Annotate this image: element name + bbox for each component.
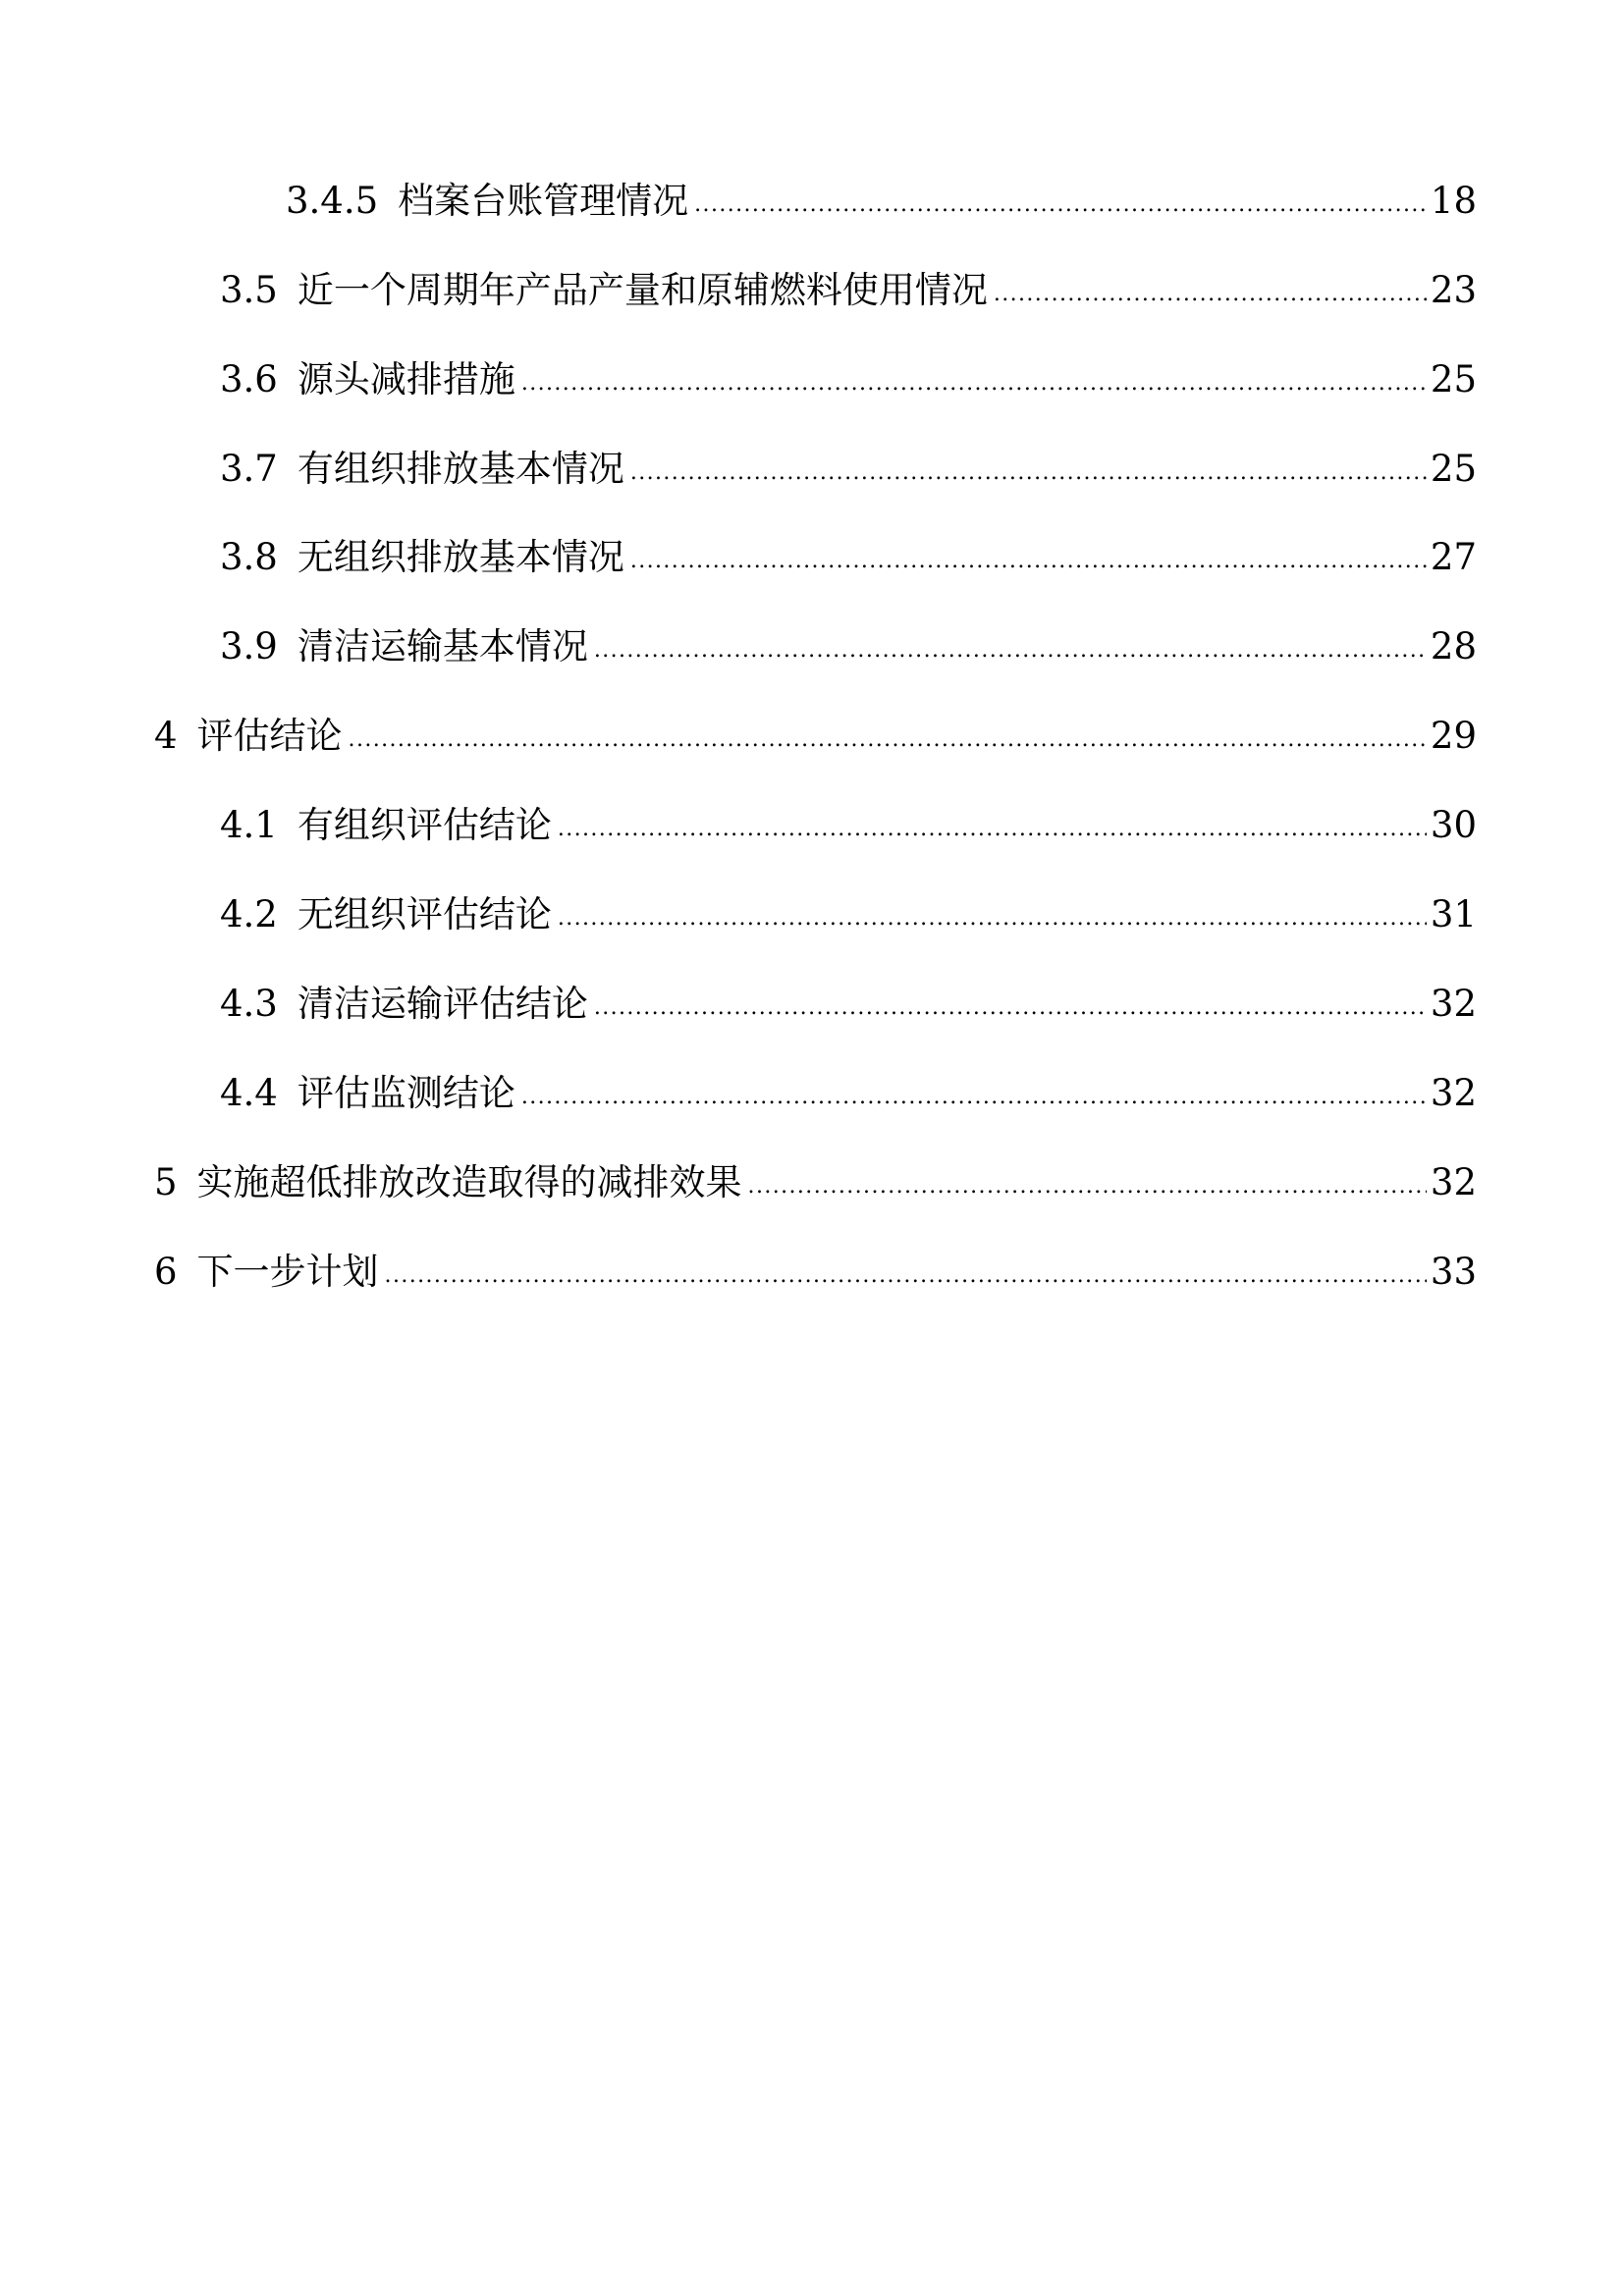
toc-entry[interactable]: [220, 622, 1477, 671]
dot-leader: [385, 1252, 1427, 1301]
toc-entry-title: 下一步计划: [196, 1251, 379, 1293]
toc-entry[interactable]: [154, 712, 1477, 761]
toc-entry-number: 5: [154, 1161, 178, 1203]
toc-entry-page: 32: [1430, 1161, 1477, 1203]
toc-entry-page: 32: [1430, 1072, 1477, 1114]
dot-leader: [630, 449, 1427, 498]
toc-entry[interactable]: [220, 890, 1477, 939]
toc-entry-number: 4.3: [220, 983, 278, 1025]
toc-entry[interactable]: [220, 445, 1477, 494]
toc-entry-title: 清洁运输评估结论: [297, 983, 588, 1025]
toc-entry-page: 30: [1430, 804, 1477, 846]
toc-entry[interactable]: [286, 177, 1477, 226]
toc-entry[interactable]: [220, 1069, 1477, 1118]
toc-entry[interactable]: [220, 801, 1477, 850]
toc-entry-number: 6: [154, 1251, 178, 1293]
dot-leader: [521, 359, 1427, 408]
dot-leader: [594, 984, 1427, 1033]
toc-entry-page: 25: [1430, 358, 1477, 400]
toc-entry-page: 23: [1430, 269, 1477, 311]
toc-entry-title: 无组织评估结论: [297, 893, 552, 935]
toc-entry-number: 4.4: [220, 1072, 278, 1114]
dot-leader: [349, 716, 1427, 765]
toc-entry-number: 3.7: [220, 448, 278, 490]
toc-entry-page: 32: [1430, 983, 1477, 1025]
toc-entry-page: 31: [1430, 893, 1477, 935]
toc-entry-number: 3.9: [220, 625, 278, 667]
toc-entry[interactable]: [154, 1248, 1477, 1297]
toc-entry-page: 29: [1430, 715, 1477, 757]
toc-entry-title: 近一个周期年产品产量和原辅燃料使用情况: [297, 269, 988, 311]
toc-entry-page: 33: [1430, 1251, 1477, 1293]
toc-entry-title: 有组织排放基本情况: [297, 448, 624, 490]
toc-entry-number: 3.6: [220, 358, 278, 400]
toc-entry[interactable]: [220, 355, 1477, 404]
toc-entry-number: 4: [154, 715, 178, 757]
toc-entry[interactable]: [220, 980, 1477, 1029]
dot-leader: [630, 537, 1427, 586]
toc-entry-number: 4.2: [220, 893, 278, 935]
toc-entry[interactable]: [220, 533, 1477, 582]
toc-entry-page: 27: [1430, 536, 1477, 578]
toc-entry-title: 评估结论: [196, 715, 343, 757]
dot-leader: [594, 626, 1427, 675]
dot-leader: [694, 181, 1427, 230]
toc-entry-title: 源头减排措施: [297, 358, 515, 400]
toc-entry[interactable]: [154, 1158, 1477, 1207]
toc-entry-title: 有组织评估结论: [297, 804, 552, 846]
toc-entry-page: 18: [1430, 180, 1477, 222]
toc-entry-number: 3.5: [220, 269, 278, 311]
toc-entry-title: 无组织排放基本情况: [297, 536, 624, 578]
dot-leader: [558, 805, 1427, 854]
toc-entry-number: 3.4.5: [286, 180, 379, 222]
toc-entry-number: 4.1: [220, 804, 278, 846]
dot-leader: [521, 1073, 1427, 1122]
toc-entry-title: 评估监测结论: [297, 1072, 515, 1114]
dot-leader: [748, 1162, 1427, 1211]
toc-entry[interactable]: [220, 266, 1477, 315]
dot-leader: [558, 894, 1427, 943]
toc-entry-title: 清洁运输基本情况: [297, 625, 588, 667]
dot-leader: [994, 270, 1427, 319]
toc-entry-page: 28: [1430, 625, 1477, 667]
toc-entry-page: 25: [1430, 448, 1477, 490]
toc-entry-number: 3.8: [220, 536, 278, 578]
toc-entry-title: 实施超低排放改造取得的减排效果: [196, 1161, 742, 1203]
toc-entry-title: 档案台账管理情况: [398, 180, 689, 222]
